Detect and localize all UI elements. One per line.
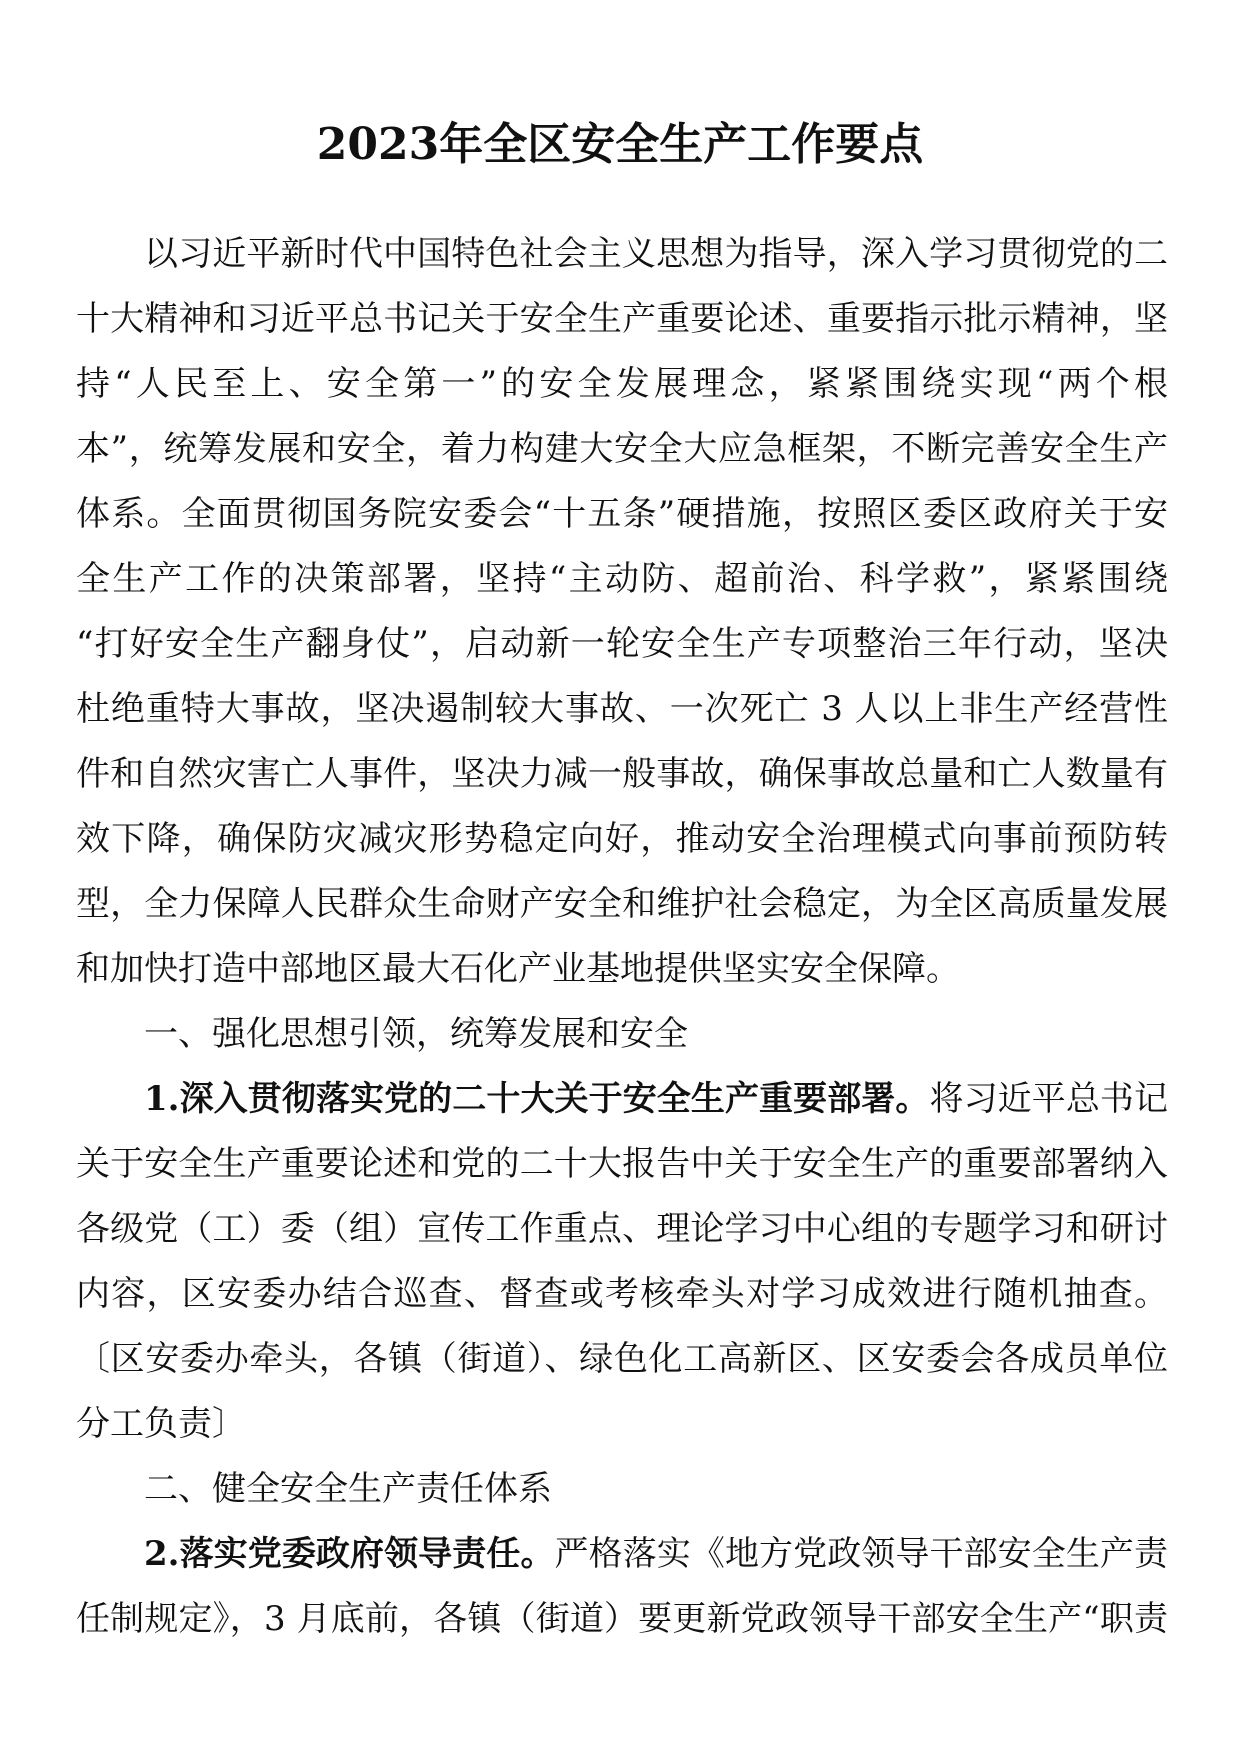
intro-line: 十大精神和习近平总书记关于安全生产重要论述、重要指示批示精神，坚 <box>76 299 1168 339</box>
intro-line: 全生产工作的决策部署，坚持“主动防、超前治、科学救”，紧紧围绕 <box>76 559 1168 599</box>
intro-line: 持“人民至上、安全第一”的安全发展理念，紧紧围绕实现“两个根 <box>76 364 1168 404</box>
intro-line: 型，全力保障人民群众生命财产安全和维护社会稳定，为全区高质量发展 <box>76 884 1168 924</box>
intro-line: 件和自然灾害亡人事件，坚决力减一般事故，确保事故总量和亡人数量有 <box>76 754 1168 794</box>
item-text: 将习近平总书记 <box>929 1079 1168 1119</box>
intro-line: 杜绝重特大事故，坚决遏制较大事故、一次死亡 3 人以上非生产经营性 <box>76 689 1168 729</box>
item-line: 各级党（工）委（组）宣传工作重点、理论学习中心组的专题学习和研讨 <box>76 1209 1168 1249</box>
section-heading: 二、健全安全生产责任体系 <box>144 1469 552 1509</box>
item-line: 分工负责〕 <box>76 1404 246 1444</box>
intro-line: 和加快打造中部地区最大石化产业基地提供坚实安全保障。 <box>76 949 960 989</box>
intro-line: 效下降，确保防灾减灾形势稳定向好，推动安全治理模式向事前预防转 <box>76 819 1168 859</box>
document-title: 2023年全区安全生产工作要点 <box>316 119 924 170</box>
intro-line: “打好安全生产翻身仗”，启动新一轮安全生产专项整治三年行动，坚决 <box>76 624 1168 664</box>
intro-line: 体系。全面贯彻国务院安委会“十五条”硬措施，按照区委区政府关于安 <box>76 494 1168 534</box>
intro-line: 以习近平新时代中国特色社会主义思想为指导，深入学习贯彻党的二 <box>144 234 1168 274</box>
item-line: 〔区安委办牵头，各镇（街道）、绿色化工高新区、区安委会各成员单位 <box>76 1339 1168 1379</box>
item-first-line <box>76 1522 1168 1587</box>
item-line: 关于安全生产重要论述和党的二十大报告中关于安全生产的重要部署纳入 <box>76 1144 1168 1184</box>
item-first-line <box>76 1067 1168 1132</box>
section-heading: 一、强化思想引领，统筹发展和安全 <box>144 1014 688 1054</box>
item-text: 严格落实《地方党政领导干部安全生产责 <box>554 1534 1168 1574</box>
item-lead: 2.落实党委政府领导责任。 <box>144 1534 555 1574</box>
item-line: 任制规定》，3 月底前，各镇（街道）要更新党政领导干部安全生产“职责 <box>76 1599 1168 1639</box>
intro-line: 本”，统筹发展和安全，着力构建大安全大应急框架，不断完善安全生产 <box>76 429 1168 469</box>
item-lead: 1.深入贯彻落实党的二十大关于安全生产重要部署。 <box>144 1079 930 1119</box>
document-body <box>76 222 1168 1652</box>
item-line: 内容，区安委办结合巡查、督查或考核牵头对学习成效进行随机抽查。 <box>76 1274 1168 1314</box>
